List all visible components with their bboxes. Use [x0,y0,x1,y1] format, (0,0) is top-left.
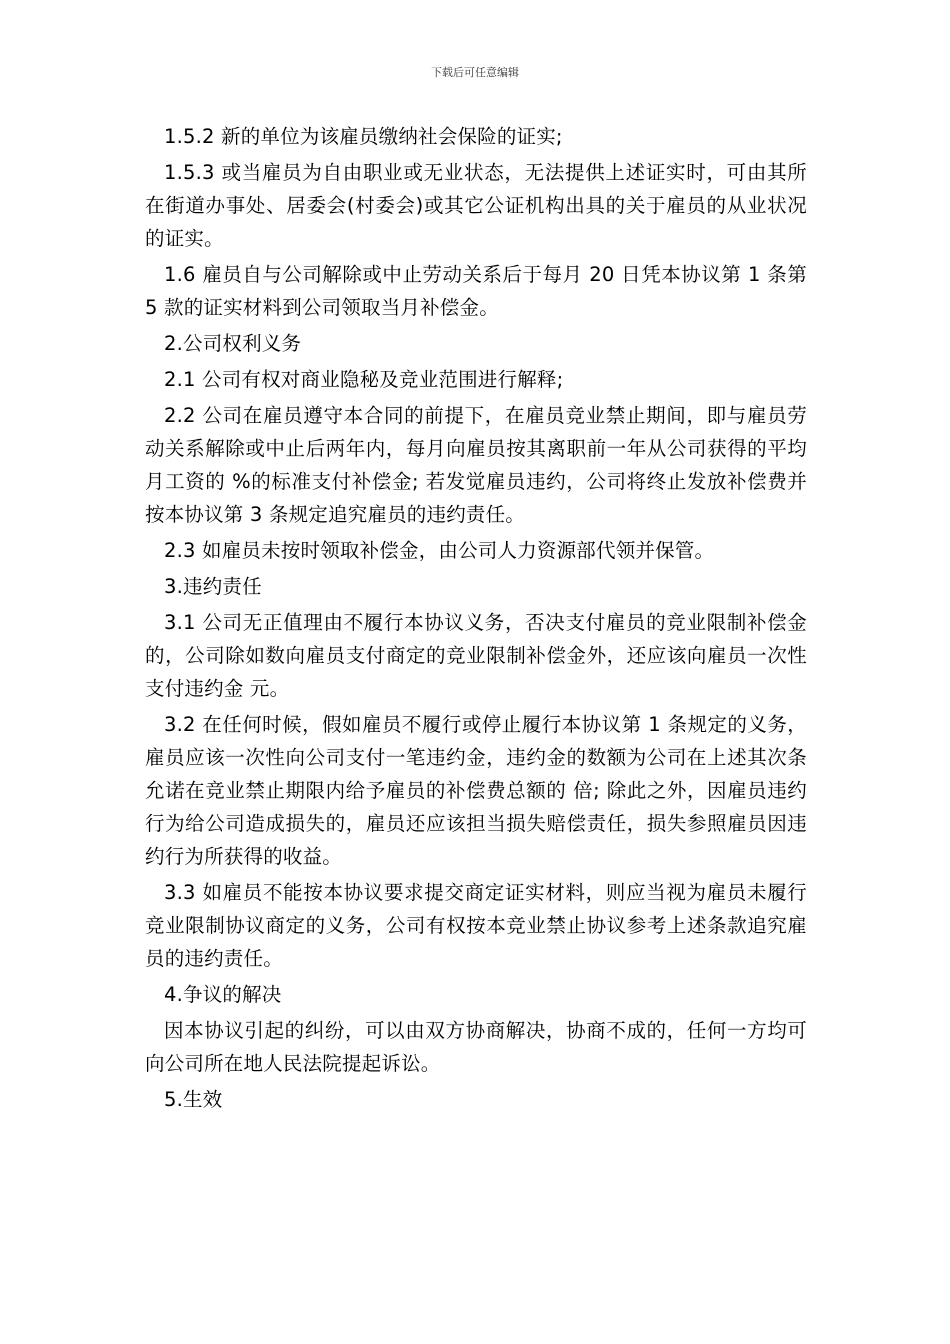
paragraph-3-3: 3.3 如雇员不能按本协议要求提交商定证实材料，则应当视为雇员未履行竞业限制协议商定的义务，公司有权按本竞业禁止协议参考上述条款追究雇员的违约责任。 [145,881,807,970]
paragraph-2-2: 2.2 公司在雇员遵守本合同的前提下，在雇员竞业禁止期间，即与雇员劳动关系解除或中止后两年内，每月向雇员按其离职前一年从公司获得的平均月工资的 %的标准支付补偿金; 若发觉雇员违约，公司将终止发放补偿费并按本协议第 3 条规定追究雇员的违约责任。 [145,404,807,526]
paragraph-1-5-2: 1.5.2 新的单位为该雇员缴纳社会保险的证实; [164,125,563,148]
paragraph-2-1: 2.1 公司有权对商业隐秘及竞业范围进行解释; [164,368,564,391]
paragraph-2-3: 2.3 如雇员未按时领取补偿金，由公司人力资源部代领并保管。 [164,539,715,562]
paragraph-3-2: 3.2 在任何时候，假如雇员不履行或停止履行本协议第 1 条规定的义务，雇员应该一次性向公司支付一笔违约金，违约金的数额为公司在上述其次条允诺在竞业禁止期限内给予雇员的补偿费总额的 倍; 除此之外，因雇员违约行为给公司造成损失的，雇员还应该担当损失赔偿责任，损失参照雇员因违约行为所获得的收益。 [145,713,807,868]
section-heading-5: 5.生效 [164,1088,223,1111]
section-heading-3: 3.违约责任 [164,575,262,598]
paragraph-3-1: 3.1 公司无正值理由不履行本协议义务，否决支付雇员的竞业限制补偿金的，公司除如数向雇员支付商定的竞业限制补偿金外，还应该向雇员一次性支付违约金 元。 [145,611,807,700]
paragraph-dispute-resolution: 因本协议引起的纠纷，可以由双方协商解决，协商不成的，任何一方均可向公司所在地人民法院提起诉讼。 [145,1019,807,1075]
section-heading-4: 4.争议的解决 [164,983,282,1006]
paragraph-1-6: 1.6 雇员自与公司解除或中止劳动关系后于每月 20 日凭本协议第 1 条第 5 款的证实材料到公司领取当月补偿金。 [145,263,807,319]
page-header: 下载后可任意编辑 [431,66,519,79]
document-body [145,120,807,1119]
section-heading-2: 2.公司权利义务 [164,332,302,355]
paragraph-1-5-3: 1.5.3 或当雇员为自由职业或无业状态，无法提供上述证实时，可由其所在街道办事处、居委会(村委会)或其它公证机构出具的关于雇员的从业状况的证实。 [145,161,807,250]
